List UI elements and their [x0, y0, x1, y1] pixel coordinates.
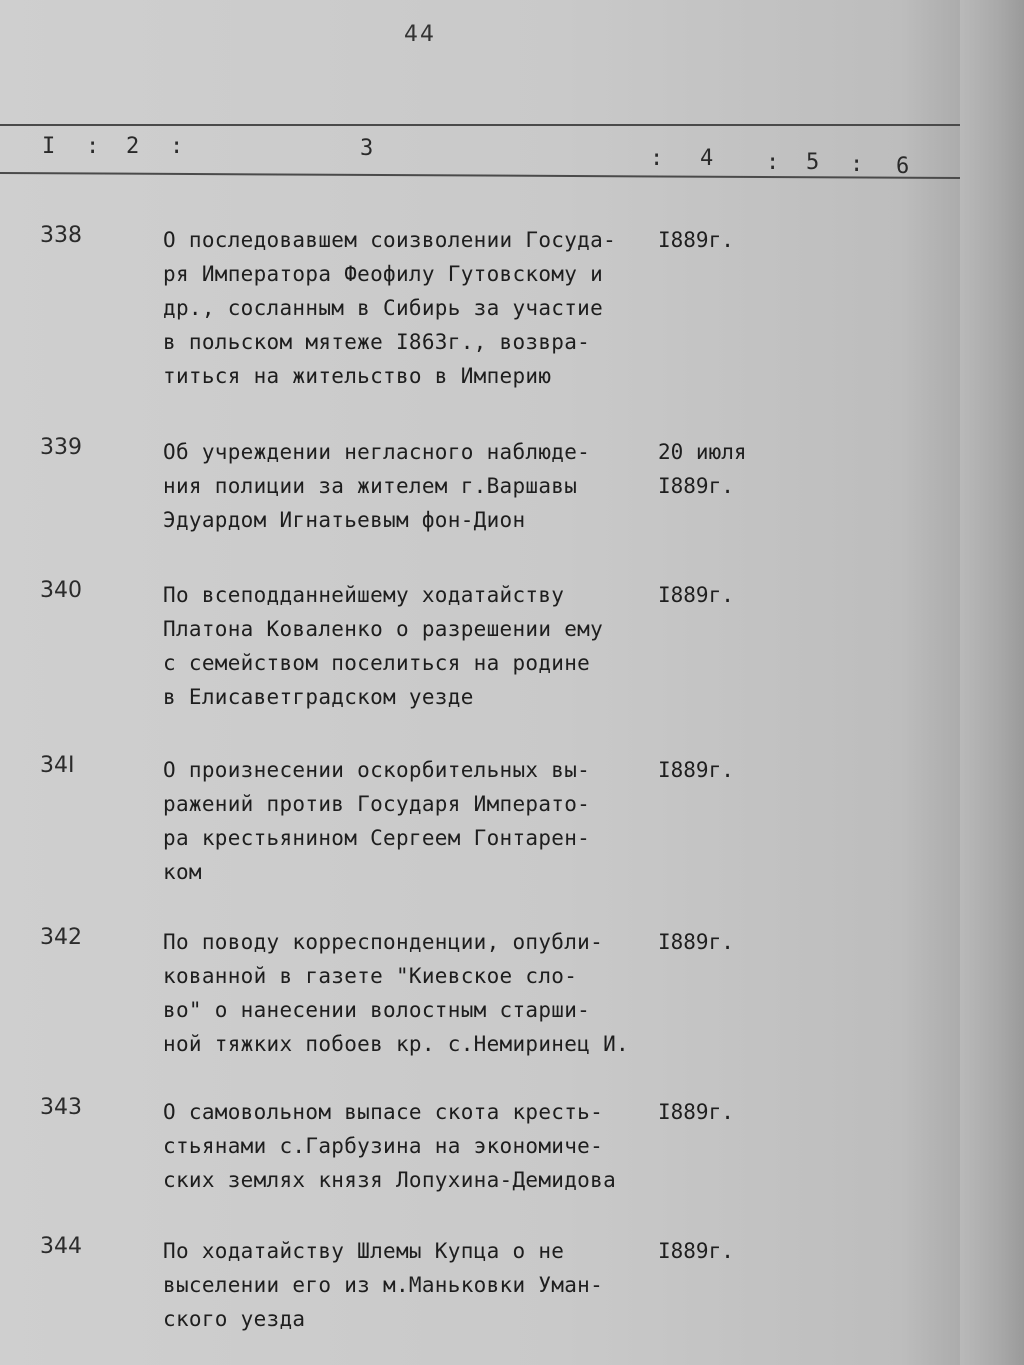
row-title: О произнесении оскорбительных вы- ражений против Государя Императо- ра крестьянином Сергеем Гонтарен- ком	[163, 758, 591, 884]
row-date: I889г.	[658, 758, 734, 782]
row-number: 343	[40, 1095, 82, 1120]
row-number: 342	[40, 925, 82, 950]
row-date: I889г.	[658, 1239, 734, 1263]
binding-spine	[960, 0, 1024, 1365]
column-separator: :	[170, 134, 184, 159]
column-separator: :	[850, 152, 864, 177]
row-title: По поводу корреспонденции, опубли- кованной в газете "Киевское сло- во" о нанесении волостным старши- ной тяжких побоев кр. с.Немиринец И.	[163, 930, 629, 1056]
row-title: О последовавшем соизволении Госуда- ря Императора Феофилу Гутовскому и др., сосланным в Сибирь за участие в польском мятеже I863г., возвра- титься на жительство в Империю	[163, 228, 617, 388]
column-header-2: 2	[126, 134, 140, 159]
row-title: По всеподданнейшему ходатайству Платона Коваленко о разрешении ему с семейством поселиться на родине в Елисаветградском уезде	[163, 583, 604, 709]
row-date: I889г.	[658, 930, 734, 954]
row-date: 20 июля I889г.	[658, 440, 747, 498]
row-number: 339	[40, 435, 82, 460]
column-header-5: 5	[806, 150, 820, 175]
row-date: I889г.	[658, 228, 734, 252]
row-number: 34I	[40, 753, 75, 778]
column-header-4: 4	[700, 146, 714, 171]
column-separator: :	[766, 150, 780, 175]
row-title: О самовольном выпасе скота кресть- стьянами с.Гарбузина на экономиче- ских землях князя Лопухина-Демидова	[163, 1100, 617, 1192]
row-number: 340	[40, 578, 82, 603]
column-header-1: I	[42, 134, 56, 159]
row-number: 338	[40, 223, 82, 248]
column-header-6: 6	[896, 154, 910, 179]
row-date: I889г.	[658, 583, 734, 607]
row-title: По ходатайству Шлемы Купца о не выселении его из м.Маньковки Уман- ского уезда	[163, 1239, 604, 1331]
header-rule-top	[0, 124, 960, 126]
row-date: I889г.	[658, 1100, 734, 1124]
column-separator: :	[86, 134, 100, 159]
row-number: 344	[40, 1234, 82, 1259]
column-separator: :	[650, 146, 664, 171]
page-number: 44	[404, 22, 436, 47]
row-title: Об учреждении негласного наблюде- ния полиции за жителем г.Варшавы Эдуардом Игнатьевым фон-Дион	[163, 440, 591, 532]
column-header-3: 3	[360, 136, 374, 161]
